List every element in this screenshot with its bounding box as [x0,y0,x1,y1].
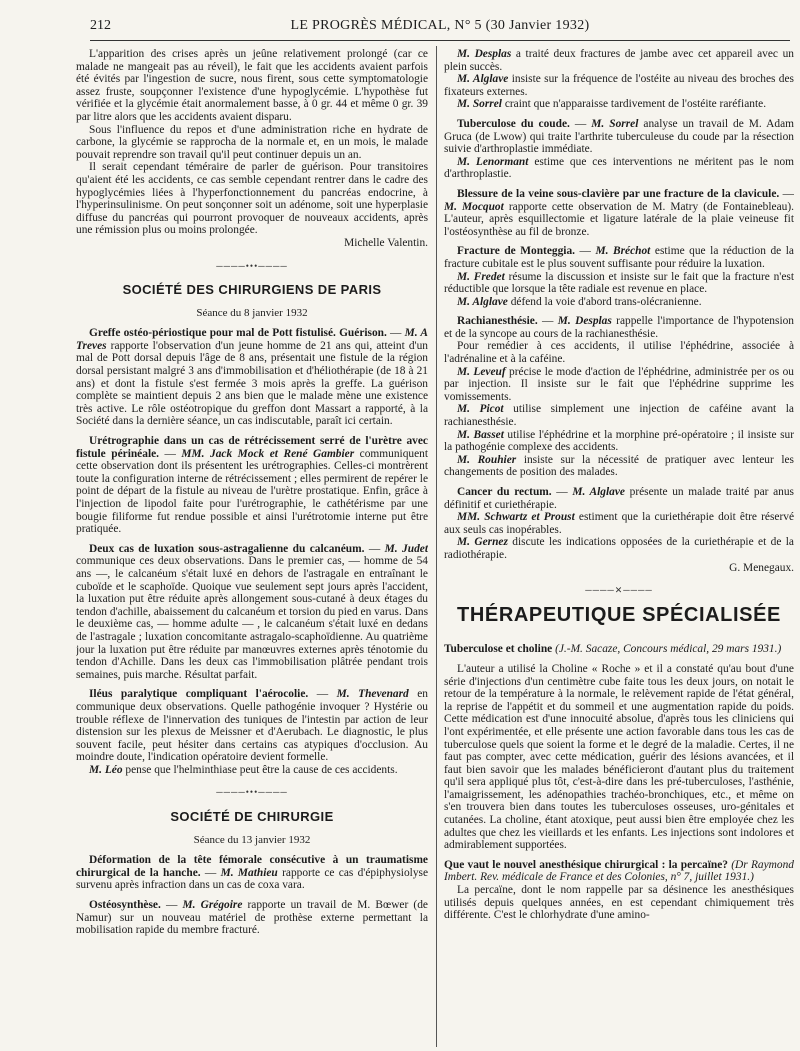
session-date: Séance du 8 janvier 1932 [196,306,308,319]
article-comment [444,403,794,428]
speaker: M. Lenormant [457,155,529,168]
speaker: M. Sorrel [457,98,502,111]
abstract-text: L'auteur a utilisé la Choline « Roche » et il a constaté qu'au bout d'une série d'injections d'un centimètre cube faite tous les deux jours, on notait le retour de la température à la normale, le relèvement rapide de l'état général, la reprise de l'appétit et du sommeil et une augmentation rapide du poids. Cette médication est d'une innocuité absolue, d'après tous les cliniciens qui l'ont expérimentée, et elle présente une action favorable dans tous les cas de tuberculose quels que soient la forme et le degré de la maladie. Certes, il ne faut pas compter, avec cette médication, guérir des lésions avancées, et il faut bien savoir que les malades bénéficieront d'autant plus du traitement qu'il sera appliqué plus tôt, c'est-à-dire dans les pré-tuberculoses, l'asthénie, l'amaigrissement, les adénopathies trachéo-bronchiques, etc., et même on s'en trouvera bien dans toutes les tuberculoses osseuses, uro-génitales et cutanées. La choline, étant atoxique, peut aussi bien être employée chez les adultes que chez les vieillards et les enfants. Les injections sont indolores et admirablement supportées. [444,662,794,852]
article-text: présente un malade traité par anus définitif et curiethérapie. [444,486,794,511]
speaker: M. Gernez [457,536,508,549]
article-text: rapporte l'observation d'un jeune homme de 21 ans qui, atteint d'un mal de Pott dorsal depuis l'âge de 8 ans, présentait une fistule de la région dorsal persistant malgré 3 ans d'immobilisation et d'héliothérapie (de 18 à 21 ans) et dont la fistule s'est fermée 3 mois après la greffe. La guérison complète se maintient depuis 2 ans bien que le malade mène une existence très active. Le rôle ostéotropique du greffon dont Massart a rapporté, à la Société dans la dernière séance, un cas indiscutable, paraît ici certain. [76,339,428,428]
speaker: M. Picot [457,403,504,416]
left-column [76,48,428,1051]
page-number: 212 [90,18,111,33]
article: Cancer du rectum. — M. Alglave présente un malade traité par anus définitif et curiethérapie. [444,486,794,511]
article-comment [444,366,794,404]
column-rule [436,46,437,1047]
article-text: rapporte cette observation de M. Matry (de Fontainebleau). L'auteur, après esquillectomie et ligature latérale de la plaie veineuse fit l'ostéosynthèse au fil de bronze. [444,200,794,238]
paragraph: Sous l'influence du repos et d'une administration riche en hydrate de carbone, la glycémie se rapprocha de la normale et, en un mois, le malade pouvait reprendre son travail qu'il peut continuer depuis un an. [76,123,428,161]
article-comment [444,296,794,309]
speaker: M. Léo [89,763,123,776]
society-heading: SOCIÉTÉ DES CHIRURGIENS DE PARIS [122,282,382,298]
article: Tuberculose du coude. — M. Sorrel analyse un travail de M. Adam Gruca (de Lwow) qui traite l'arthrite tuberculeuse du coude par la résection suivie d'arthroplastie immédiate. [444,117,794,156]
abstract [444,859,794,884]
section-title: THÉRAPEUTIQUE SPÉCIALISÉE [457,603,781,626]
paragraph: L'apparition des crises après un jeûne relativement prolongé (car ce malade ne mangeait pas au réveil), le fait que les accidents avaient parfois été évités par l'ingestion de sucre, nous firent, sous cette symptomatologie assez fruste, soupçonner l'existence d'une hypoglycémie. L'hypothèse fut vérifiée et la glycémie était anormalement basse, à 0 gr. 44 et même 0 gr. 39 par litre alors que les accidents avaient disparu. [76,48,428,123]
article-text: utilise l'éphédrine et la morphine pré-opératoire ; il insiste sur la pathogénie complexe des accidents. [444,428,794,454]
article-text: estime que ces interventions ne méritent pas le nom d'arthroplastie. [444,155,794,181]
speaker: M. Grégoire [182,899,243,912]
article-comment [444,98,794,111]
speaker: M. Leveuf [457,365,506,378]
article-text: craint que n'apparaisse tardivement de l'ostéite raréfiante. [504,98,767,111]
session-date: Séance du 13 janvier 1932 [193,833,311,846]
citation: (J.-M. Sacaze, Concours médical, 29 mars 1931.) [555,643,782,656]
article-comment [444,429,794,454]
article-comment [444,454,794,479]
article-text: communique ces deux observations. Dans le premier cas, — homme de 54 ans —, le calcanéum s'était luxé en dehors de l'astragale en entraînant le cuboïde et le scaphoïde. Quoique vue seulement sept jours après l'accident, la luxation put être réduite après allongement sous-cutané à deux étages du tendon d'achille, abaissement du calcanéum et torsion du pied en varus. Dans le deuxième cas, — homme adulte — , le calcanéum s'était luxé en dedans de l'astragale ; luxation concomitante astragalo-scaphoïdienne. Au quatrième jour la luxation put être réduite par manœuvres externes après ténotomie du tendon d'Achille. Dans les deux cas l'immobilisation plâtrée pendant trois semaines, puis marche. Résultat parfait. [76,555,428,681]
speaker: M. Alglave [457,73,509,86]
article-text: défend la voie d'abord trans-olécranienne. [510,295,702,308]
speaker: M. Fredet [457,270,505,283]
speaker: M. Mathieu [220,866,278,879]
article-comment [76,764,428,777]
article-text: rapporte un travail de M. Bœwer (de Namur) sur un nouveau matériel de prothèse externe permettant la mobilisation rapide du membre fracturé. [76,899,428,937]
speaker: M. Basset [457,428,504,441]
citation: (Dr Raymond Imbert. Rev. médicale de France et des Colonies, n° 7, juillet 1931.) [444,858,794,884]
article-title: Iléus paralytique compliquant l'aérocolie. [89,688,309,701]
abstract-text: La percaïne, dont le nom rappelle par sa désinence les anesthésiques utilisés depuis quelques années, en est cependant chimiquement très différente. C'est le chlorhydrate d'une amino- [444,884,794,922]
speaker: M. Bréchot [595,245,651,258]
article-text: discute les indications opposées de la curiethérapie et de la radiothérapie. [444,536,794,561]
article-title: Urétrographie dans un cas de rétrécissement serré de l'urètre avec fistule périnéale. [76,435,428,460]
article-text: insiste sur la nécessité de pratiquer avec lenteur les changements de position des malades. [444,453,794,479]
section-separator: ────•••──── [216,787,288,798]
article-comment [444,511,794,536]
article-text: rapporte ce cas d'épiphysiolyse survenu après infraction dans un cas de coxa vara. [76,866,428,892]
article-comment [444,156,794,181]
article: Greffe ostéo-périostique pour mal de Pott fistulisé. Guérison. — M. A Treves rapporte l'observation d'un jeune homme de 21 ans qui, atteint d'un mal de Pott dorsal depuis l'âge de 8 ans, présentait une fistule de la région dorsal persistant malgré 3 ans d'immobilisation et d'héliothérapie (de 18 à 21 ans) et dont la fistule s'est fermée 3 mois après la greffe. La guérison complète se maintient depuis 2 ans bien que le malade mène une existence très active. Le rôle ostéotropique du greffon dont Massart a rapporté, à la Société dans la dernière séance, un cas indiscutable, paraît ici certain. [76,327,428,428]
speaker: MM. Schwartz et Proust [457,511,575,524]
author-signature: G. Menegaux. [729,561,794,574]
speaker: MM. Jack Mock et René Gambier [181,447,355,460]
article-text: analyse un travail de M. Adam Gruca (de Lwow) qui traite l'arthrite tuberculeuse du coude par la résection suivie d'arthroplastie immédiate. [444,117,794,156]
article-title: Greffe ostéo-périostique pour mal de Pott fistulisé. Guérison. [89,327,387,340]
article: Blessure de la veine sous-clavière par une fracture de la clavicule. — M. Mocquot rapporte cette observation de M. Matry (de Fontainebleau). L'auteur, après esquillectomie et ligature latérale de la plaie veineuse fit l'ostéosynthèse au fil de bronze. [444,187,794,238]
journal-title: LE PROGRÈS MÉDICAL, N° 5 (30 Janvier 1932) [290,18,590,33]
article: Ostéosynthèse. — M. Grégoire rapporte un travail de M. Bœwer (de Namur) sur un nouveau matériel de prothèse externe permettant la mobilisation rapide du membre fracturé. [76,899,428,937]
speaker: M. Rouhier [457,453,517,466]
article-text: pense que l'helminthiase peut être la cause de ces accidents. [125,763,398,776]
article: Iléus paralytique compliquant l'aérocolie. — M. Thevenard en communique deux observations. Quelle pathogénie invoquer ? Hystérie ou trouble réflexe de l'innervation des tuniques de l'intestin par action de leur distension sur les plexus de Meissner et d'Aerubach. Le diagnostic, le plus souvent facile, peut hésiter dans certains cas atypiques d'occlusion. Au moindre doute, l'indication opératoire devient formelle. [76,688,428,764]
article-comment [444,536,794,561]
section-separator: ────•••──── [216,260,288,271]
article-text: estime que la réduction de la fracture cubitale est le plus souvent suffisante pour réduire la luxation. [444,245,794,270]
society-heading: SOCIÉTÉ DE CHIRURGIE [170,809,334,825]
speaker: M. Alglave [457,295,508,308]
speaker: M. A Treves [76,327,428,352]
article-text: estiment que la curiethérapie doit être réservé aux seuls cas inopérables. [444,511,794,536]
article-text: insiste sur la fréquence de l'ostéite au niveau des broches des fixateurs externes. [444,73,794,98]
speaker: M. Mocquot [444,200,504,213]
article-text: résume la discussion et insiste sur le fait que la fracture n'est réductible que lorsque la tête radiale est revenue en place. [444,270,794,296]
right-column [444,48,794,1051]
article: Fracture de Monteggia. — M. Bréchot estime que la réduction de la fracture cubitale est le plus souvent suffisante pour réduire la luxation. [444,245,794,270]
article-text: précise le mode d'action de l'éphédrine, administrée per os ou par injection. Il insiste sur le fait que l'éphédrine supprime les vomissements. [444,365,794,403]
article-text: utilise simplement une injection de caféine avant la rachianesthésie. [444,403,794,429]
article-text: a traité deux fractures de jambe avec cet appareil avec un plein succès. [444,48,794,73]
article-text: rappelle l'importance de l'hypotension et de la syncope au cours de la rachianesthésie. [444,315,794,340]
paragraph: Il serait cependant téméraire de parler de guérison. Pour transitoires qu'aient été les accidents, ce cas semble cependant rentrer dans le cadre des hypoglycémies liées à l'hyperfonctionnement du pancréas endocrine, à l'hyperinsulinisme. On peut sonçonner soit un adénome, soit une hyperplasie diffuse du pancréas qui pourront provoquer de nouveaux accidents, après une rémission plus ou moins prolongée. [76,161,428,237]
article-comment [444,271,794,296]
article-title: Cancer du rectum. [457,486,552,498]
article-text: communiquent cette observation dont ils présentent les urétrographies. Celles-ci montrèrent toute la configuration interne de rétrécissement ; elles permirent de repérer le point de départ de la fistule au niveau de l'urètre prostatique. Enfin, grâce à l'injection de lipodol faite pour l'urétrographie, le cathétérisme par une bougie filiforme fut rendue possible et ainsi l'urétrotomie interne put être pratiquée. [76,447,428,536]
section-separator: ────✕──── [585,585,653,596]
article-comment [444,73,794,98]
article-title: Déformation de la tête fémorale consécutive à un traumatisme chirurgical de la hanche. [76,854,428,879]
abstract-title: Que vaut le nouvel anesthésique chirurgical : la percaïne? [444,858,728,871]
paragraph: Pour remédier à ces accidents, il utilise l'éphédrine, associée à l'adrénaline et à la caféine. [444,340,794,366]
article-title: Rachianesthésie. [457,315,538,328]
author-signature: Michelle Valentin. [344,236,428,249]
article-text: en communique deux observations. Quelle pathogénie invoquer ? Hystérie ou trouble réflexe de l'innervation des tuniques de l'intestin par action de leur distension sur les plexus de Meissner et d'Aerubach. Le diagnostic, le plus souvent facile, peut hésiter dans certains cas atypiques d'occlusion. Au moindre doute, l'indication opératoire devient formelle. [76,688,428,764]
running-header [90,18,790,41]
speaker: M. Desplas [557,315,612,328]
article: Rachianesthésie. — M. Desplas rappelle l'importance de l'hypotension et de la syncope au cours de la rachianesthésie. [444,315,794,340]
speaker: M. Thevenard [336,688,409,701]
article-title: Ostéosynthèse. [89,899,161,912]
article-comment [444,48,794,73]
article-title: Tuberculose du coude. [457,117,570,130]
speaker: M. Judet [384,542,428,555]
abstract-title: Tuberculose et choline [444,643,553,656]
article: Déformation de la tête fémorale consécutive à un traumatisme chirurgical de la hanche. — M. Mathieu rapporte ce cas d'épiphysiolyse survenu après infraction dans un cas de coxa vara. [76,854,428,892]
article-title: Fracture de Monteggia. [457,245,575,258]
speaker: M. Desplas [457,48,512,60]
article-title: Blessure de la veine sous-clavière par une fracture de la clavicule. [457,187,780,200]
abstract [444,643,794,656]
article: Urétrographie dans un cas de rétrécissement serré de l'urètre avec fistule périnéale. — MM. Jack Mock et René Gambier communiquent cette observation dont ils présentent les urétrographies. Celles-ci montrèrent toute la configuration interne de rétrécissement ; elles permirent de repérer le point de départ de la fistule au niveau de l'urètre prostatique. Enfin, grâce à l'injection de lipodol faite pour l'urétrographie, le cathétérisme par une bougie filiforme fut rendue possible et ainsi l'urétrotomie interne put être pratiquée. [76,435,428,536]
speaker: M. Alglave [572,486,625,498]
article-title: Deux cas de luxation sous-astragalienne du calcanéum. [89,542,365,555]
article: Deux cas de luxation sous-astragalienne du calcanéum. — M. Judet communique ces deux observations. Dans le premier cas, — homme de 54 ans —, le calcanéum s'était luxé en dehors de l'astragale en entraînant le cuboïde et le scaphoïde. Quoique vue seulement sept jours après l'accident, la luxation put être réduite après allongement sous-cutané à deux étages du tendon d'achille, abaissement du calcanéum et torsion du pied en varus. Dans le deuxième cas, — homme adulte — , le calcanéum s'était luxé en dedans de l'astragale ; luxation concomitante astragalo-scaphoïdienne. Au quatrième jour la luxation put être réduite par manœuvres externes après ténotomie du tendon d'Achille. Dans les deux cas l'immobilisation plâtrée pendant trois semaines, puis marche. Résultat parfait. [76,542,428,681]
speaker: M. Sorrel [591,117,639,130]
